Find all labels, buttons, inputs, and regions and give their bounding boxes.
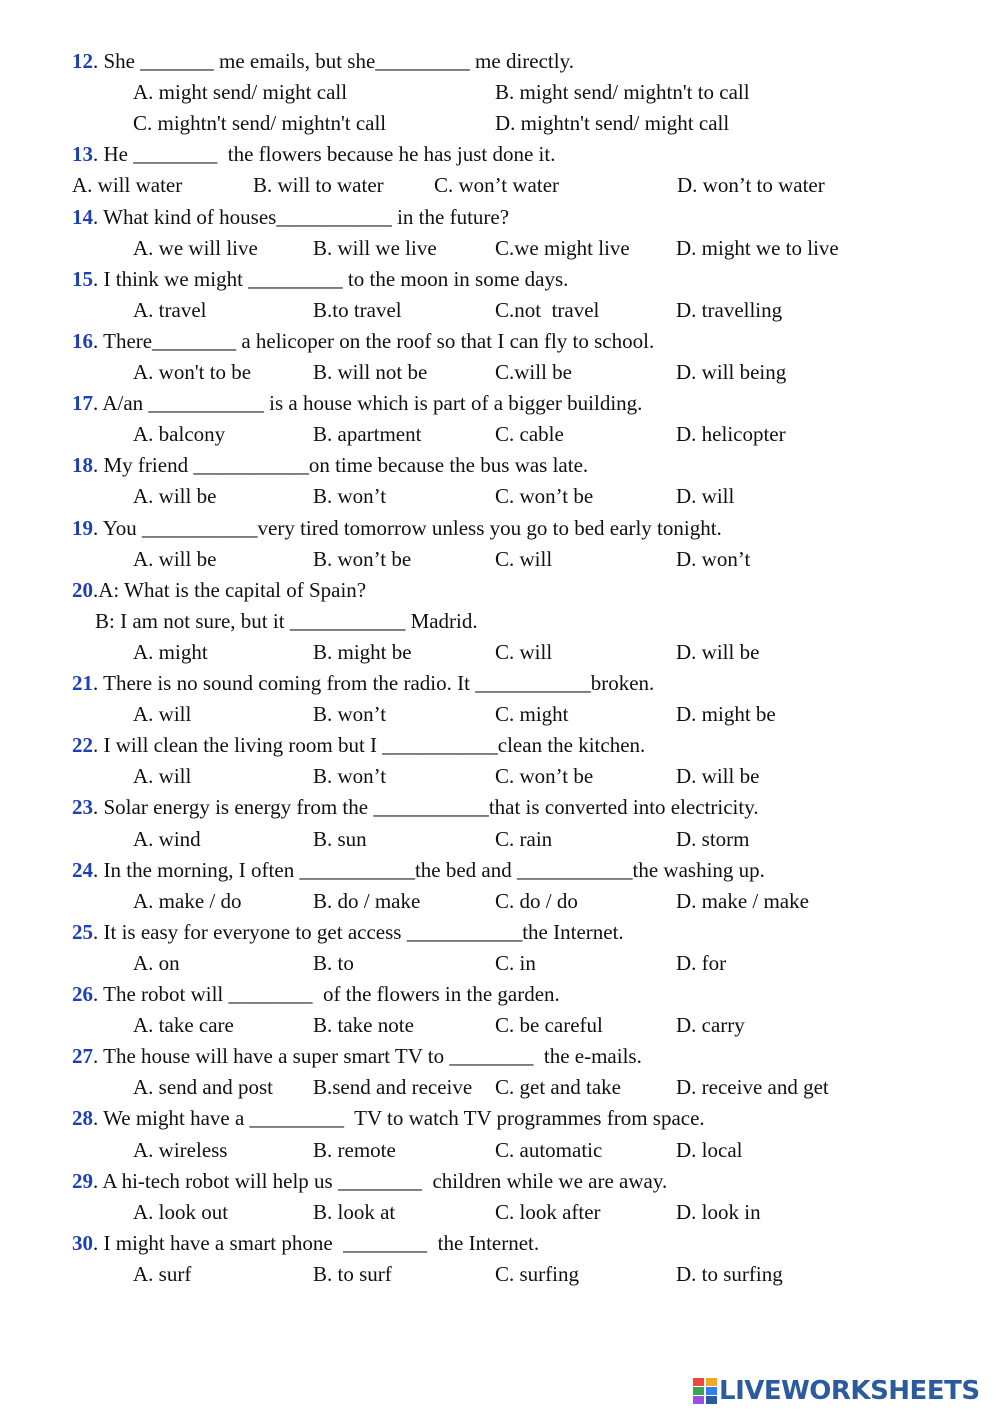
answer-option: A. take care — [133, 1013, 234, 1037]
question-16-stem — [72, 328, 654, 354]
answer-option: A. on — [133, 951, 180, 975]
answer-option: B. might send/ mightn't to call — [495, 80, 750, 104]
question-text: There is no sound coming from the radio. It ___________broken. — [98, 671, 655, 695]
answer-option: B. won’t — [313, 484, 387, 508]
answer-option: C. won’t be — [495, 764, 594, 788]
answer-option: C. mightn't send/ mightn't call — [133, 111, 387, 135]
answer-option: C.not travel — [495, 298, 600, 322]
question-text: B: I am not sure, but it ___________ Madrid. — [95, 609, 478, 633]
liveworksheets-logo-text: LIVEWORKSHEETS — [719, 1376, 980, 1406]
answer-option: C.will be — [495, 360, 572, 384]
question-text: What kind of houses___________ in the future? — [98, 205, 510, 229]
answer-option: A. will water — [72, 173, 183, 197]
answer-option: B. to — [313, 951, 354, 975]
answer-option: B. won’t be — [313, 547, 412, 571]
question-number: 27 — [72, 1044, 93, 1068]
question-separator: . — [93, 329, 99, 353]
question-number: 28 — [72, 1106, 93, 1130]
answer-option: D. will be — [676, 640, 760, 664]
question-text: A/an ___________ is a house which is part of a bigger building. — [98, 391, 643, 415]
answer-option: D. travelling — [676, 298, 783, 322]
answer-option: D. might be — [676, 702, 776, 726]
question-text: In the morning, I often ___________the bed and ___________the washing up. — [98, 858, 765, 882]
liveworksheets-logo — [693, 1374, 980, 1408]
question-28-stem — [72, 1105, 705, 1131]
answer-option: C. do / do — [495, 889, 578, 913]
question-number: 30 — [72, 1231, 93, 1255]
question-19-stem — [72, 515, 722, 541]
question-text: We might have a _________ TV to watch TV programmes from space. — [98, 1106, 705, 1130]
question-text: She _______ me emails, but she_________ me directly. — [98, 49, 574, 73]
answer-option: A. look out — [133, 1200, 229, 1224]
question-text: I will clean the living room but I ___________clean the kitchen. — [98, 733, 646, 757]
answer-option: B.to travel — [313, 298, 402, 322]
answer-option: C. will — [495, 547, 553, 571]
question-number: 21 — [72, 671, 93, 695]
question-separator: . — [93, 142, 99, 166]
answer-option: A. travel — [133, 298, 207, 322]
answer-option: C. look after — [495, 1200, 601, 1224]
answer-option: D. storm — [676, 827, 750, 851]
answer-option: B. apartment — [313, 422, 422, 446]
question-26-stem — [72, 981, 560, 1007]
answer-option: A. we will live — [133, 236, 258, 260]
answer-option: A. will — [133, 764, 192, 788]
answer-option: A. send and post — [133, 1075, 273, 1099]
answer-option: A. might send/ might call — [133, 80, 348, 104]
question-20-dialogue-line — [95, 608, 478, 634]
question-number: 18 — [72, 453, 93, 477]
answer-option: A. surf — [133, 1262, 192, 1286]
question-24-stem — [72, 857, 765, 883]
answer-option: D. receive and get — [676, 1075, 829, 1099]
answer-option: D. won’t to water — [677, 173, 825, 197]
answer-option: B. might be — [313, 640, 412, 664]
question-text: It is easy for everyone to get access ___________the Internet. — [98, 920, 624, 944]
question-text: You ___________very tired tomorrow unless you go to bed early tonight. — [98, 516, 722, 540]
answer-option: D. will be — [676, 764, 760, 788]
question-text: I might have a smart phone ________ the Internet. — [98, 1231, 540, 1255]
answer-option: B. take note — [313, 1013, 414, 1037]
answer-option: A. make / do — [133, 889, 242, 913]
answer-option: D. carry — [676, 1013, 745, 1037]
answer-option: B. to surf — [313, 1262, 392, 1286]
question-separator: . — [93, 453, 99, 477]
question-separator: . — [93, 267, 99, 291]
question-text: The house will have a super smart TV to ________ the e-mails. — [98, 1044, 642, 1068]
question-25-stem — [72, 919, 624, 945]
answer-option: C. cable — [495, 422, 564, 446]
answer-option: C. won’t be — [495, 484, 594, 508]
answer-option: D. look in — [676, 1200, 761, 1224]
question-21-stem — [72, 670, 654, 696]
liveworksheets-logo-icon — [693, 1378, 717, 1404]
answer-option: C. be careful — [495, 1013, 603, 1037]
question-separator: . — [93, 205, 99, 229]
question-12-stem — [72, 48, 574, 74]
answer-option: B.send and receive — [313, 1075, 473, 1099]
question-27-stem — [72, 1043, 642, 1069]
question-separator: . — [93, 920, 99, 944]
answer-option: D. mightn't send/ might call — [495, 111, 730, 135]
answer-option: C. rain — [495, 827, 553, 851]
question-number: 17 — [72, 391, 93, 415]
question-separator: . — [93, 578, 99, 602]
question-number: 22 — [72, 733, 93, 757]
question-number: 24 — [72, 858, 93, 882]
answer-option: B. will not be — [313, 360, 428, 384]
question-separator: . — [93, 1106, 99, 1130]
answer-option: D. local — [676, 1138, 743, 1162]
question-text: A: What is the capital of Spain? — [98, 578, 367, 602]
answer-option: D. might we to live — [676, 236, 839, 260]
answer-option: C. automatic — [495, 1138, 603, 1162]
question-separator: . — [93, 795, 99, 819]
question-number: 25 — [72, 920, 93, 944]
answer-option: A. won't to be — [133, 360, 252, 384]
answer-option: D. to surfing — [676, 1262, 783, 1286]
answer-option: A. might — [133, 640, 208, 664]
question-separator: . — [93, 49, 99, 73]
question-number: 15 — [72, 267, 93, 291]
answer-option: D. for — [676, 951, 727, 975]
question-separator: . — [93, 858, 99, 882]
answer-option: A. wind — [133, 827, 201, 851]
question-15-stem — [72, 266, 568, 292]
answer-option: A. will — [133, 702, 192, 726]
answer-option: A. balcony — [133, 422, 226, 446]
answer-option: B. won’t — [313, 764, 387, 788]
question-23-stem — [72, 794, 759, 820]
answer-option: C. get and take — [495, 1075, 621, 1099]
question-separator: . — [93, 982, 99, 1006]
question-separator: . — [93, 733, 99, 757]
answer-option: A. wireless — [133, 1138, 228, 1162]
question-text: There________ a helicoper on the roof so that I can fly to school. — [98, 329, 655, 353]
question-30-stem — [72, 1230, 539, 1256]
question-separator: . — [93, 1169, 99, 1193]
question-number: 12 — [72, 49, 93, 73]
answer-option: B. won’t — [313, 702, 387, 726]
answer-option: D. won’t — [676, 547, 751, 571]
answer-option: B. will we live — [313, 236, 437, 260]
question-separator: . — [93, 671, 99, 695]
answer-option: D. will being — [676, 360, 787, 384]
question-number: 13 — [72, 142, 93, 166]
question-number: 23 — [72, 795, 93, 819]
question-separator: . — [93, 1044, 99, 1068]
answer-option: C. won’t water — [434, 173, 560, 197]
answer-option: B. do / make — [313, 889, 421, 913]
question-14-stem — [72, 204, 509, 230]
answer-option: C. will — [495, 640, 553, 664]
answer-option: B. remote — [313, 1138, 396, 1162]
question-number: 19 — [72, 516, 93, 540]
question-18-stem — [72, 452, 588, 478]
answer-option: B. look at — [313, 1200, 396, 1224]
question-20-stem — [72, 577, 366, 603]
question-number: 20 — [72, 578, 93, 602]
question-separator: . — [93, 516, 99, 540]
answer-option: C. surfing — [495, 1262, 579, 1286]
answer-option: D. will — [676, 484, 735, 508]
question-number: 16 — [72, 329, 93, 353]
answer-option: B. sun — [313, 827, 367, 851]
question-number: 26 — [72, 982, 93, 1006]
question-number: 14 — [72, 205, 93, 229]
answer-option: A. will be — [133, 547, 217, 571]
answer-option: C. in — [495, 951, 536, 975]
question-text: A hi-tech robot will help us ________ children while we are away. — [98, 1169, 668, 1193]
question-29-stem — [72, 1168, 667, 1194]
answer-option: D. helicopter — [676, 422, 786, 446]
question-text: The robot will ________ of the flowers in the garden. — [98, 982, 560, 1006]
question-17-stem — [72, 390, 642, 416]
answer-option: B. will to water — [253, 173, 384, 197]
question-text: Solar energy is energy from the ___________that is converted into electricity. — [98, 795, 759, 819]
answer-option: A. will be — [133, 484, 217, 508]
question-13-stem — [72, 141, 555, 167]
question-text: He ________ the flowers because he has just done it. — [98, 142, 556, 166]
question-text: My friend ___________on time because the bus was late. — [98, 453, 589, 477]
answer-option: D. make / make — [676, 889, 809, 913]
answer-option: C.we might live — [495, 236, 630, 260]
question-separator: . — [93, 391, 99, 415]
answer-option: C. might — [495, 702, 569, 726]
question-separator: . — [93, 1231, 99, 1255]
question-number: 29 — [72, 1169, 93, 1193]
question-22-stem — [72, 732, 645, 758]
question-text: I think we might _________ to the moon in some days. — [98, 267, 569, 291]
